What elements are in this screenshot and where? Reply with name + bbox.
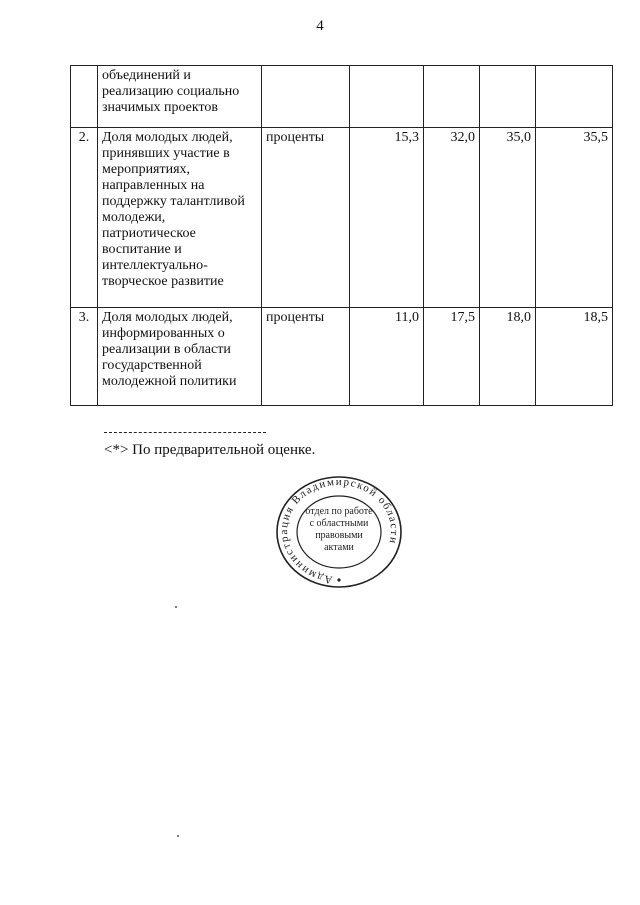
- row-number: 2.: [71, 128, 98, 308]
- stamp-star-dot: [337, 578, 340, 581]
- stamp-center-line: отдел по работе: [305, 506, 373, 517]
- value-cell: [480, 66, 536, 128]
- indicator-name: объединений и реализацию социально значимых проектов: [98, 66, 262, 128]
- row-number: [71, 66, 98, 128]
- stamp-center-line: актами: [324, 542, 354, 553]
- value-cell: 18,5: [536, 308, 613, 406]
- page-number: 4: [316, 18, 324, 34]
- value-cell: 11,0: [350, 308, 424, 406]
- table-row: [71, 128, 613, 308]
- footnote-divider: [104, 432, 266, 433]
- stamp-center-line: с областными: [309, 518, 369, 529]
- value-cell: 32,0: [424, 128, 480, 308]
- value-cell: [350, 66, 424, 128]
- stamp-center-line: правовыми: [315, 530, 363, 541]
- value-cell: 35,5: [536, 128, 613, 308]
- stamp-ring-text: Администрация Владимирской области: [278, 475, 401, 586]
- value-cell: 18,0: [480, 308, 536, 406]
- official-stamp: [274, 474, 404, 590]
- unit-cell: [262, 66, 350, 128]
- value-cell: 15,3: [350, 128, 424, 308]
- unit-cell: проценты: [262, 308, 350, 406]
- value-cell: 35,0: [480, 128, 536, 308]
- indicators-table: [70, 65, 613, 406]
- value-cell: 17,5: [424, 308, 480, 406]
- value-cell: [536, 66, 613, 128]
- row-number: 3.: [71, 308, 98, 406]
- scan-speck: [175, 606, 177, 608]
- indicator-name: Доля молодых людей, принявших участие в мероприятиях, направленных на поддержку талантливой молодежи, патриотическое воспитание и интеллектуально-творческое развитие: [98, 128, 262, 308]
- table-row: [71, 308, 613, 406]
- value-cell: [424, 66, 480, 128]
- table-row: [71, 66, 613, 128]
- unit-cell: проценты: [262, 128, 350, 308]
- indicator-name: Доля молодых людей, информированных о реализации в области государственной молодежной политики: [98, 308, 262, 406]
- scan-speck: [177, 835, 179, 837]
- footnote: <*> По предварительной оценке.: [104, 442, 316, 458]
